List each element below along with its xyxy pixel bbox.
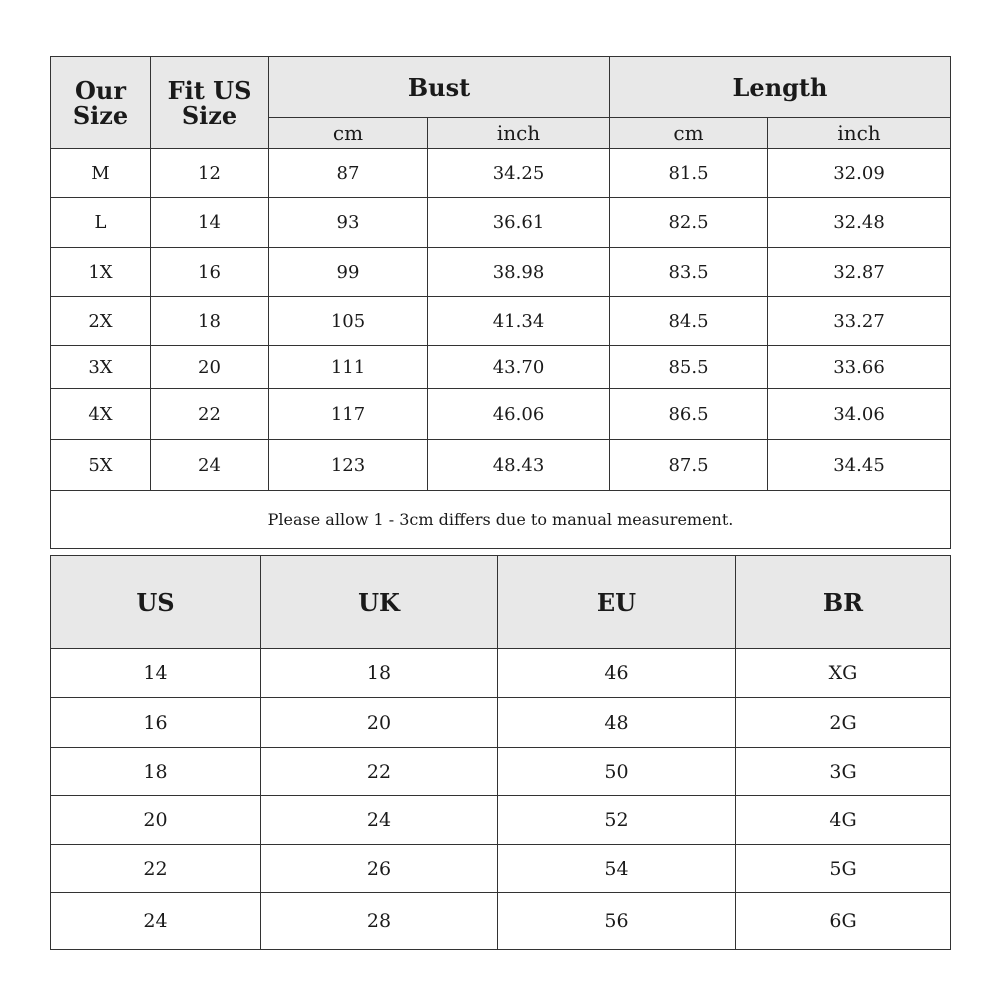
- header-bust-cm: cm: [269, 118, 428, 149]
- header-fit-us-size: Fit US Size: [151, 57, 269, 149]
- table-row: [51, 149, 951, 198]
- table-row: [51, 893, 951, 950]
- table-cell: 84.5: [610, 297, 768, 346]
- measurement-note: Please allow 1 - 3cm differs due to manual measurement.: [51, 491, 951, 549]
- table-cell: 41.34: [428, 297, 610, 346]
- table-row: [51, 440, 951, 491]
- conversion-chart-body: [51, 649, 951, 950]
- header-bust: Bust: [269, 57, 610, 118]
- table-cell: XG: [736, 649, 951, 698]
- table-cell: 1X: [51, 248, 151, 297]
- table-cell: 81.5: [610, 149, 768, 198]
- table-cell: 32.09: [768, 149, 951, 198]
- table-cell: 2X: [51, 297, 151, 346]
- table-cell: 86.5: [610, 389, 768, 440]
- table-cell: 24: [51, 893, 261, 950]
- table-cell: 16: [151, 248, 269, 297]
- table-cell: 22: [51, 845, 261, 893]
- table-cell: 83.5: [610, 248, 768, 297]
- table-cell: 105: [269, 297, 428, 346]
- table-cell: 18: [51, 748, 261, 796]
- table-row: [51, 649, 951, 698]
- table-cell: 12: [151, 149, 269, 198]
- table-cell: 82.5: [610, 198, 768, 248]
- table-cell: 20: [261, 698, 498, 748]
- header-length: Length: [610, 57, 951, 118]
- table-cell: 46.06: [428, 389, 610, 440]
- table-cell: 87: [269, 149, 428, 198]
- table-row: [51, 748, 951, 796]
- table-cell: 34.45: [768, 440, 951, 491]
- header-bust-inch: inch: [428, 118, 610, 149]
- table-cell: 93: [269, 198, 428, 248]
- header-length-cm: cm: [610, 118, 768, 149]
- table-cell: 14: [51, 649, 261, 698]
- table-cell: 48: [498, 698, 736, 748]
- table-cell: 24: [151, 440, 269, 491]
- table-cell: 48.43: [428, 440, 610, 491]
- table-cell: 32.87: [768, 248, 951, 297]
- table-row: [51, 346, 951, 389]
- table-cell: 5X: [51, 440, 151, 491]
- table-cell: 117: [269, 389, 428, 440]
- table-cell: 56: [498, 893, 736, 950]
- table-cell: 20: [51, 796, 261, 845]
- table-cell: 46: [498, 649, 736, 698]
- table-cell: 33.27: [768, 297, 951, 346]
- table-row: [51, 698, 951, 748]
- table-cell: 123: [269, 440, 428, 491]
- table-cell: 33.66: [768, 346, 951, 389]
- header-length-inch: inch: [768, 118, 951, 149]
- table-cell: 38.98: [428, 248, 610, 297]
- table-cell: 5G: [736, 845, 951, 893]
- table-row: [51, 845, 951, 893]
- table-cell: 87.5: [610, 440, 768, 491]
- table-row: [51, 389, 951, 440]
- table-cell: 16: [51, 698, 261, 748]
- table-cell: 24: [261, 796, 498, 845]
- table-cell: 22: [151, 389, 269, 440]
- table-cell: 22: [261, 748, 498, 796]
- table-cell: 99: [269, 248, 428, 297]
- table-cell: 3G: [736, 748, 951, 796]
- table-row: [51, 248, 951, 297]
- table-row: [51, 297, 951, 346]
- table-cell: 14: [151, 198, 269, 248]
- table-cell: 36.61: [428, 198, 610, 248]
- table-cell: 4X: [51, 389, 151, 440]
- table-cell: 43.70: [428, 346, 610, 389]
- size-chart-body: [51, 149, 951, 491]
- header-eu: EU: [498, 556, 736, 649]
- table-cell: 18: [261, 649, 498, 698]
- table-cell: 20: [151, 346, 269, 389]
- header-us: US: [51, 556, 261, 649]
- table-cell: 52: [498, 796, 736, 845]
- table-cell: 18: [151, 297, 269, 346]
- table-cell: 111: [269, 346, 428, 389]
- table-cell: 54: [498, 845, 736, 893]
- table-cell: 85.5: [610, 346, 768, 389]
- table-cell: 6G: [736, 893, 951, 950]
- table-cell: 32.48: [768, 198, 951, 248]
- header-br: BR: [736, 556, 951, 649]
- table-cell: 26: [261, 845, 498, 893]
- size-chart-table: [50, 56, 951, 549]
- table-cell: 28: [261, 893, 498, 950]
- table-cell: 50: [498, 748, 736, 796]
- size-conversion-table: [50, 555, 951, 950]
- table-row: [51, 198, 951, 248]
- table-cell: M: [51, 149, 151, 198]
- table-cell: 3X: [51, 346, 151, 389]
- header-our-size: Our Size: [51, 57, 151, 149]
- table-cell: L: [51, 198, 151, 248]
- table-cell: 34.25: [428, 149, 610, 198]
- table-row: [51, 796, 951, 845]
- table-cell: 34.06: [768, 389, 951, 440]
- table-cell: 2G: [736, 698, 951, 748]
- header-uk: UK: [261, 556, 498, 649]
- table-cell: 4G: [736, 796, 951, 845]
